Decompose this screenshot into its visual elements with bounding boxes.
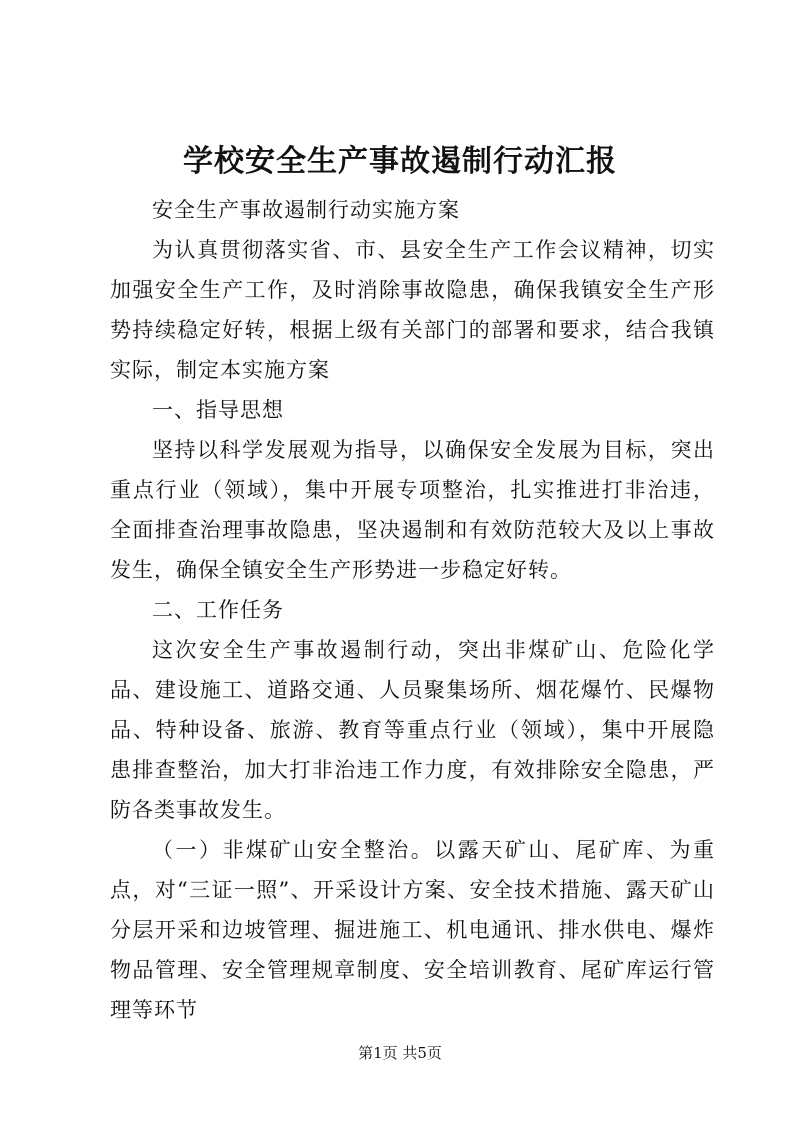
paragraph-intro: 为认真贯彻落实省、市、县安全生产工作会议精神，切实加强安全生产工作，及时消除事故隐患，确保我镇安全生产形势持续稳定好转，根据上级有关部门的部署和要求，结合我镇实际，制定本实施方案: [110, 238, 715, 382]
paragraph-subtitle: 安全生产事故遏制行动实施方案: [152, 198, 460, 222]
page-number-footer: 第1页 共5页: [358, 1044, 442, 1062]
paragraph-non-coal-mines: （一）非煤矿山安全整治。以露天矿山、尾矿库、为重点，对“三证一照”、开采设计方案、安全技术措施、露天矿山分层开采和边坡管理、掘进施工、机电通讯、排水供电、爆炸物品管理、安全管理规章制度、安全培训教育、尾矿库运行管理等环节: [110, 838, 715, 1022]
document-title: 学校安全生产事故遏制行动汇报: [183, 144, 617, 179]
heading-work-tasks: 二、工作任务: [152, 598, 284, 622]
heading-guiding-thought: 一、指导思想: [152, 398, 284, 422]
document-body: [110, 190, 715, 1030]
paragraph-guiding-thought: 坚持以科学发展观为指导，以确保安全发展为目标，突出重点行业（领域），集中开展专项整治，扎实推进打非治违，全面排查治理事故隐患，坚决遏制和有效防范较大及以上事故发生，确保全镇安全生产形势进一步稳定好转。: [110, 438, 715, 582]
paragraph-work-tasks: 这次安全生产事故遏制行动，突出非煤矿山、危险化学品、建设施工、道路交通、人员聚集场所、烟花爆竹、民爆物品、特种设备、旅游、教育等重点行业（领域），集中开展隐患排查整治，加大打非治违工作力度，有效排除安全隐患，严防各类事故发生。: [110, 638, 715, 822]
